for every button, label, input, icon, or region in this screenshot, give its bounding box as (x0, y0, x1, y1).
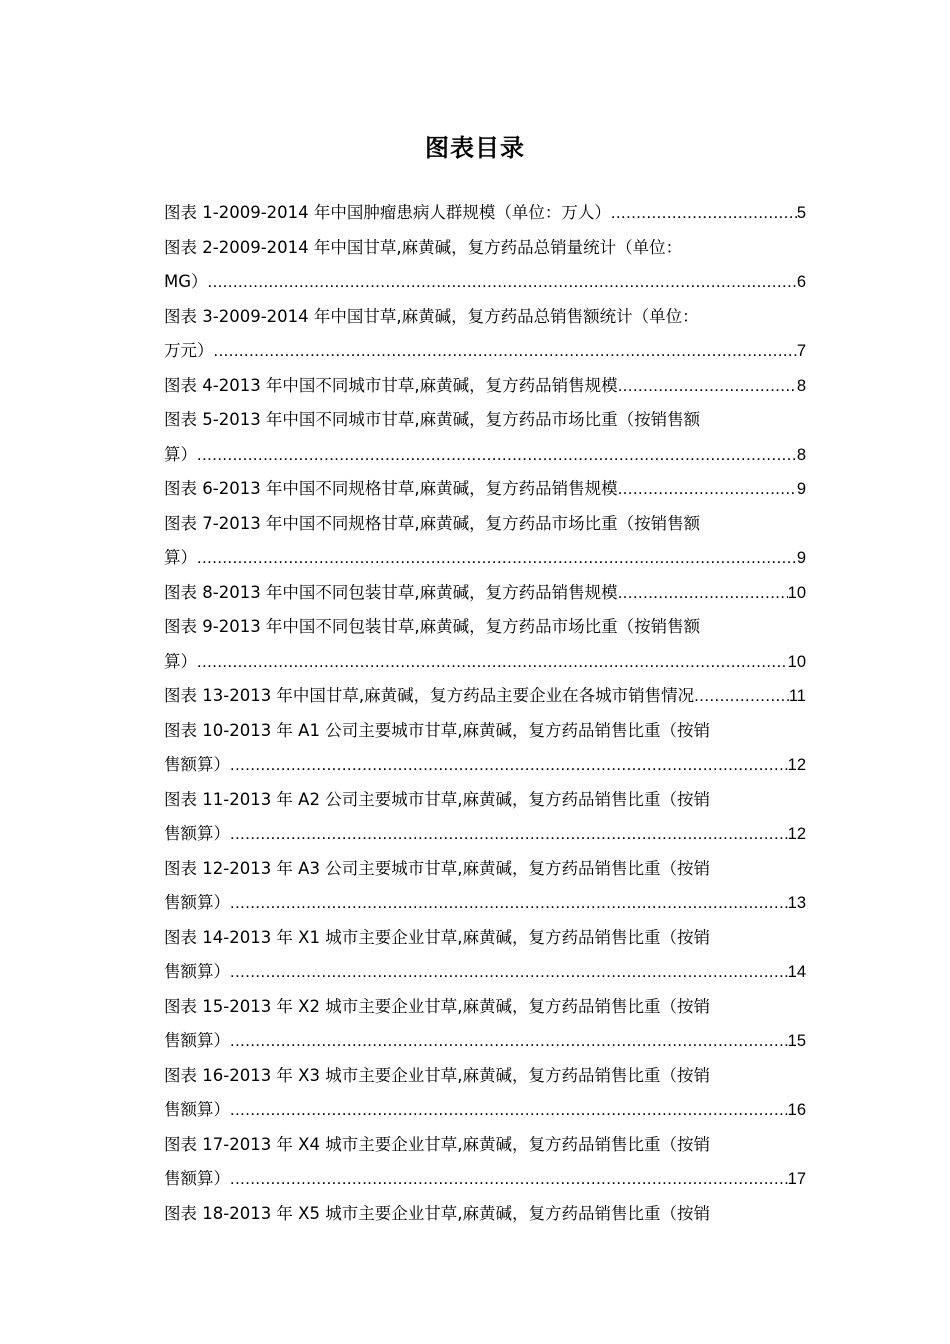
toc-entry[interactable] (164, 507, 806, 576)
toc-entry-text: 图表 1-2009-2014 年中国肿瘤患病人群规模（单位：万人） (164, 203, 611, 222)
toc-page-number: 8 (796, 445, 806, 464)
toc-entry-text: 售额算） (164, 824, 230, 843)
toc-entry-line (164, 955, 806, 990)
toc-entry-text: MG） (164, 272, 208, 291)
toc-page-number: 7 (796, 342, 806, 360)
toc-entry-text: 售额算） (164, 1100, 230, 1119)
toc-page-number: 10 (787, 652, 806, 671)
toc-entry-text: 算） (164, 548, 197, 567)
toc-entry-text: 图表 14-2013 年 X1 城市主要企业甘草,麻黄碱，复方药品销售比重（按销 (164, 927, 710, 947)
toc-entry[interactable] (164, 610, 806, 679)
toc-entry[interactable] (164, 403, 806, 472)
toc-entry-text: 算） (164, 651, 197, 671)
dot-leader (618, 369, 797, 404)
toc-entry-text: 图表 2-2009-2014 年中国甘草,麻黄碱，复方药品总销量统计（单位： (164, 237, 683, 257)
toc-page-number: 11 (788, 687, 806, 705)
toc-entry-text: 售额算） (164, 962, 230, 981)
toc-entry[interactable] (164, 921, 806, 990)
page-title: 图表目录 (425, 134, 525, 162)
dot-leader (197, 541, 797, 576)
toc-entry-line (164, 1162, 806, 1197)
toc-entry-line (164, 438, 806, 473)
toc-page-number: 13 (787, 894, 806, 912)
table-of-figures (164, 196, 806, 1231)
dot-leader (618, 576, 788, 611)
toc-entry-line (164, 679, 806, 714)
toc-entry[interactable] (164, 679, 806, 714)
toc-page-number: 14 (787, 963, 806, 981)
toc-entry[interactable] (164, 714, 806, 783)
dot-leader (618, 472, 797, 507)
toc-entry-text: 售额算） (164, 1169, 230, 1188)
toc-entry-line (164, 1093, 806, 1128)
toc-entry-text: 图表 7-2013 年中国不同规格甘草,麻黄碱，复方药品市场比重（按销售额 (164, 513, 701, 533)
toc-entry[interactable] (164, 196, 806, 231)
toc-entry-line (164, 817, 806, 852)
toc-page-number: 16 (787, 1101, 806, 1119)
dot-leader (197, 438, 797, 473)
toc-entry-line (164, 196, 806, 231)
toc-page-number: 12 (787, 756, 806, 774)
toc-page-number: 12 (787, 825, 806, 843)
toc-entry-line (164, 265, 806, 300)
toc-entry-text: 算） (164, 444, 197, 464)
toc-entry-text: 图表 13-2013 年中国甘草,麻黄碱，复方药品主要企业在各城市销售情况 (164, 686, 695, 705)
dot-leader (208, 265, 797, 300)
toc-page-number: 6 (796, 273, 806, 291)
toc-entry-text: 图表 15-2013 年 X2 城市主要企业甘草,麻黄碱，复方药品销售比重（按销 (164, 996, 710, 1016)
toc-entry[interactable] (164, 576, 806, 611)
toc-entry-line (164, 576, 806, 611)
toc-entry-line (164, 886, 806, 921)
toc-entry[interactable] (164, 1197, 806, 1232)
toc-page-number: 5 (796, 204, 806, 222)
toc-entry-text: 图表 5-2013 年中国不同城市甘草,麻黄碱，复方药品市场比重（按销售额 (164, 410, 701, 429)
toc-entry[interactable] (164, 1059, 806, 1128)
dot-leader (230, 955, 788, 990)
toc-entry-text: 图表 8-2013 年中国不同包装甘草,麻黄碱，复方药品销售规模 (164, 582, 618, 602)
dot-leader (214, 334, 797, 369)
dot-leader (230, 1093, 788, 1128)
dot-leader (230, 886, 788, 921)
toc-entry-text: 图表 9-2013 年中国不同包装甘草,麻黄碱，复方药品市场比重（按销售额 (164, 617, 701, 636)
toc-entry[interactable] (164, 231, 806, 300)
toc-page-number: 8 (796, 376, 806, 395)
toc-entry-line (164, 541, 806, 576)
toc-entry[interactable] (164, 472, 806, 507)
toc-entry-line (164, 748, 806, 783)
toc-entry-line (164, 369, 806, 404)
toc-page-number: 9 (796, 480, 806, 498)
toc-entry-text: 图表 17-2013 年 X4 城市主要企业甘草,麻黄碱，复方药品销售比重（按销 (164, 1134, 710, 1154)
toc-entry-text: 售额算） (164, 893, 230, 912)
toc-entry-text: 图表 10-2013 年 A1 公司主要城市甘草,麻黄碱，复方药品销售比重（按销 (164, 720, 710, 740)
toc-entry[interactable] (164, 852, 806, 921)
toc-entry-text: 图表 6-2013 年中国不同规格甘草,麻黄碱，复方药品销售规模 (164, 479, 618, 498)
toc-entry[interactable] (164, 1128, 806, 1197)
dot-leader (230, 1024, 788, 1059)
toc-entry-text: 图表 18-2013 年 X5 城市主要企业甘草,麻黄碱，复方药品销售比重（按销 (164, 1203, 710, 1223)
toc-entry-line (164, 472, 806, 507)
toc-page-number: 17 (787, 1170, 806, 1188)
dot-leader (611, 196, 797, 231)
toc-entry[interactable] (164, 783, 806, 852)
toc-entry-line (164, 645, 806, 680)
toc-entry-text: 图表 3-2009-2014 年中国甘草,麻黄碱，复方药品总销售额统计（单位： (164, 306, 699, 326)
toc-entry-text: 万元） (164, 341, 214, 360)
toc-entry-text: 售额算） (164, 1031, 230, 1050)
toc-entry-text: 图表 11-2013 年 A2 公司主要城市甘草,麻黄碱，复方药品销售比重（按销 (164, 789, 710, 809)
toc-entry-line (164, 1024, 806, 1059)
toc-entry-text: 图表 12-2013 年 A3 公司主要城市甘草,麻黄碱，复方药品销售比重（按销 (164, 858, 710, 878)
toc-page-number: 9 (796, 549, 806, 567)
toc-entry[interactable] (164, 369, 806, 404)
dot-leader (230, 748, 788, 783)
dot-leader (230, 817, 788, 852)
toc-page-number: 15 (787, 1032, 806, 1050)
toc-entry-text: 图表 4-2013 年中国不同城市甘草,麻黄碱，复方药品销售规模 (164, 375, 618, 395)
dot-leader (694, 679, 789, 714)
dot-leader (197, 645, 788, 680)
toc-page-number: 10 (787, 583, 806, 602)
dot-leader (230, 1162, 788, 1197)
toc-entry-text: 售额算） (164, 755, 230, 774)
toc-entry[interactable] (164, 300, 806, 369)
toc-entry-text: 图表 16-2013 年 X3 城市主要企业甘草,麻黄碱，复方药品销售比重（按销 (164, 1065, 710, 1085)
toc-entry-line (164, 334, 806, 369)
toc-entry[interactable] (164, 990, 806, 1059)
